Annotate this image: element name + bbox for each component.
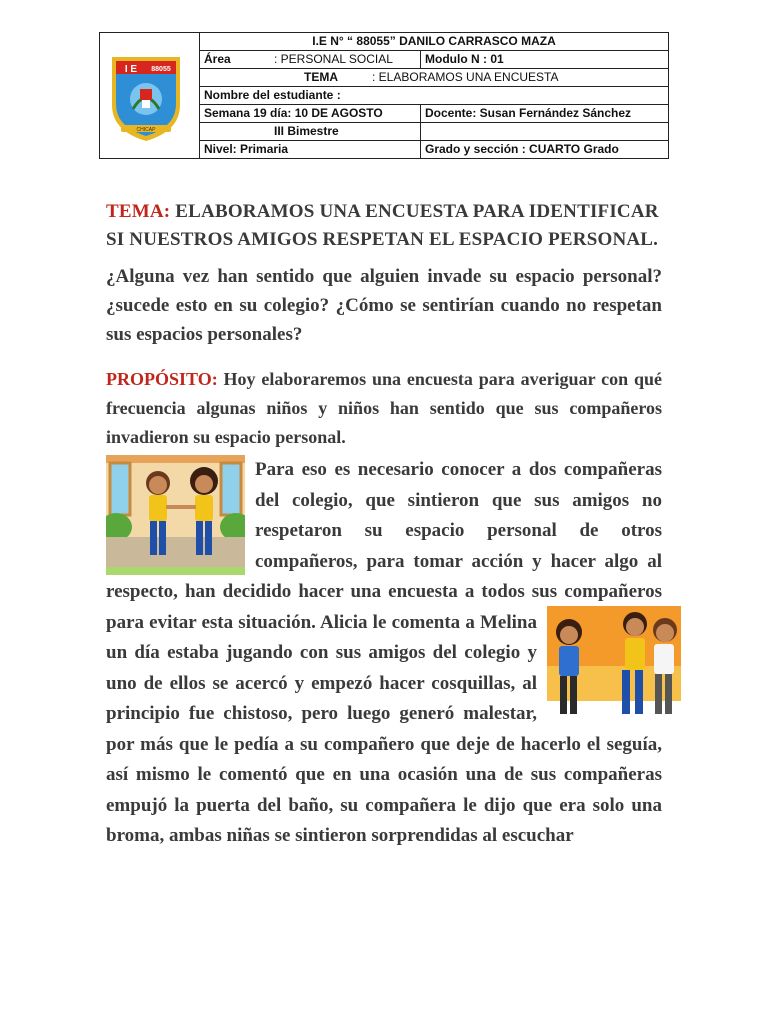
purpose-text: Hoy elaboraremos una encuesta para averiguar con qué frecuencia algunas niños y niños han sentido que sus compañeros invadieron su espacio personal. [106, 369, 662, 447]
kids-tickling-illustration [547, 606, 681, 728]
title-text: ELABORAMOS UNA ENCUESTA PARA IDENTIFICAR SI NUESTROS AMIGOS RESPETAN EL ESPACIO PERSONAL. [106, 201, 659, 250]
tema-label: TEMA [304, 70, 338, 84]
story-text-part2: compañeros para evitar esta situación. Alicia le comenta a Melina un día estaba jugando con sus amigos del colegio y uno de ellos se acercó y empezó hacer cosquillas, al principio fue chistoso, pero luego generó malestar, por más que le pedía a su compañero que deje de hacerlo el seguía, así mismo le comentó que en una ocasión una de sus compañeras empujó la puerta del baño, su compañera le dijo que era solo una broma, ambas niñas se sintieron sorprendidas al escuchar [106, 581, 662, 846]
docente: Docente: Susan Fernández Sánchez [420, 105, 668, 122]
header-row-nivel [200, 141, 668, 158]
area-value: : PERSONAL SOCIAL [274, 52, 393, 66]
header-row-tema [200, 69, 668, 87]
modulo: Modulo N : 01 [420, 51, 668, 68]
header-row-student [200, 87, 668, 105]
school-name: I.E N° “ 88055” DANILO CARRASCO MAZA [312, 34, 556, 48]
logo-caption: CHICAP [136, 127, 156, 133]
header-row-semana [200, 105, 668, 123]
title-label: TEMA: [106, 201, 171, 222]
purpose-label: PROPÓSITO: [106, 369, 218, 389]
bimestre-empty [420, 123, 668, 140]
bimestre: III Bimestre [274, 124, 339, 138]
logo-number: 88055 [151, 66, 171, 73]
area-label: Área [204, 52, 231, 66]
two-girls-illustration [106, 455, 245, 575]
student-label: Nombre del estudiante : [204, 88, 341, 102]
story-text-part1: Para eso es necesario conocer a dos compañeras del colegio, que sintieron que sus amigos no respetaron su espacio personal de otros compañeros, para tomar acción y hacer algo al respecto, han decidido hacer una encuesta a todos sus [106, 459, 662, 602]
logo-text: I E [124, 64, 138, 75]
semana: Semana 19 día: 10 DE AGOSTO [204, 106, 383, 120]
tema-value: : ELABORAMOS UNA ENCUESTA [372, 70, 559, 84]
question-paragraph: ¿Alguna vez han sentido que alguien invade su espacio personal? ¿sucede esto en su colegio? ¿Cómo se sentirían cuando no respetan sus espacios personales? [106, 266, 662, 345]
logo-cell [100, 33, 200, 158]
grado: Grado y sección : CUARTO Grado [420, 141, 668, 158]
story-paragraph [106, 455, 662, 852]
purpose-paragraph [106, 365, 662, 452]
topic-title [106, 198, 662, 254]
header-row-bimestre [200, 123, 668, 141]
nivel: Nivel: Primaria [204, 142, 289, 156]
school-logo [109, 53, 183, 143]
header-row-area [200, 51, 668, 69]
header-row-school [200, 33, 668, 51]
header-table [99, 32, 669, 159]
